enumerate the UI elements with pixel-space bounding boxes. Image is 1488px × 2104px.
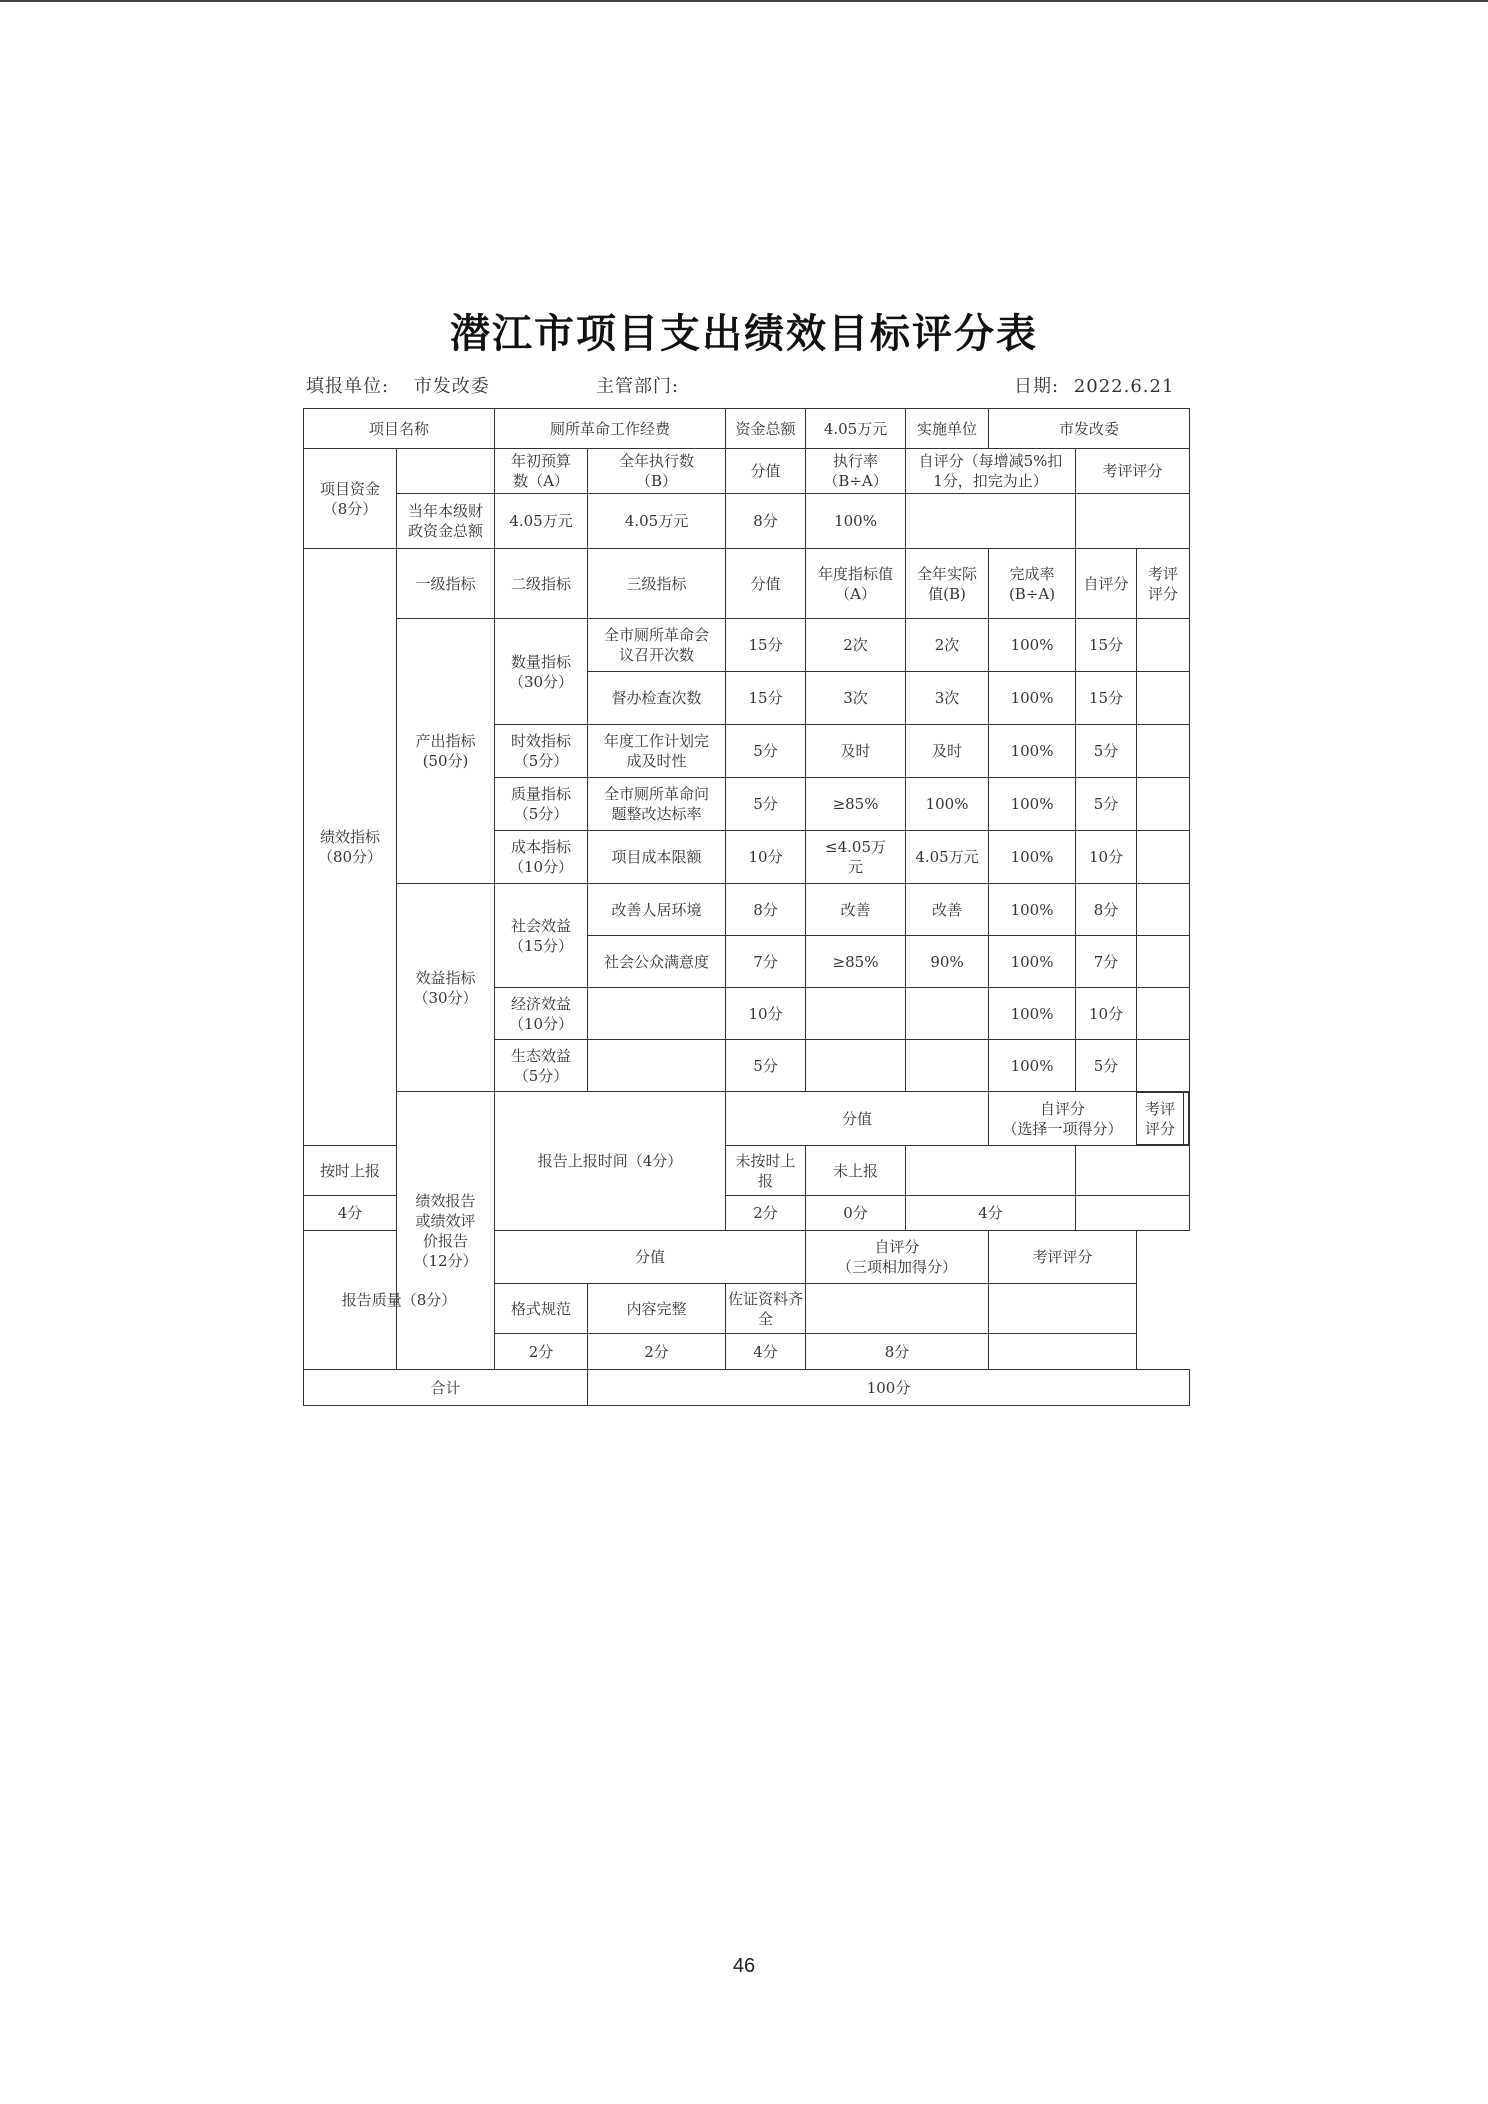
indicator-self: 8分: [1076, 884, 1137, 936]
indicator-self: 15分: [1076, 619, 1137, 672]
indicator-name: [588, 988, 726, 1040]
report-quality-self-score: 8分: [806, 1334, 989, 1370]
indicator-target: 及时: [806, 725, 906, 778]
indicator-self: 10分: [1076, 988, 1137, 1040]
level3-header: 三级指标: [588, 549, 726, 619]
funds-self-score: [906, 494, 1076, 549]
indicator-rate: 100%: [989, 884, 1076, 936]
report-time-review-cell: [1137, 1092, 1190, 1146]
indicator-review: [1137, 1040, 1190, 1092]
total-value: 100分: [588, 1370, 1190, 1406]
indicator-review: [1137, 725, 1190, 778]
cost-indicator: 成本指标 （10分）: [495, 831, 588, 884]
indicator-target: ≥85%: [806, 778, 906, 831]
fund-total-label: 资金总额: [726, 409, 806, 449]
indicator-self: 5分: [1076, 725, 1137, 778]
eco-benefit-indicator: 生态效益 （5分）: [495, 1040, 588, 1092]
total-label: 合计: [304, 1370, 588, 1406]
indicator-rate: 100%: [989, 619, 1076, 672]
indicator-target: 3次: [806, 672, 906, 725]
report-time-score-header: 分值: [726, 1092, 989, 1146]
exec-value: 4.05万元: [588, 494, 726, 549]
impl-unit-value: 市发改委: [989, 409, 1190, 449]
indicator-rate: 100%: [989, 672, 1076, 725]
indicator-actual: 2次: [906, 619, 989, 672]
indicator-target: [806, 988, 906, 1040]
self-score-header: 自评分（每增减5%扣 1分，扣完为止）: [906, 449, 1076, 494]
indicator-review: [1137, 884, 1190, 936]
supervising-dept: [596, 372, 679, 398]
review-blank: [1184, 1093, 1189, 1145]
total-row: [304, 1370, 1190, 1406]
completion-rate-header: 完成率 (B÷A): [989, 549, 1076, 619]
score-table: [303, 408, 1190, 1406]
indicator-actual: 100%: [906, 778, 989, 831]
report-time-header-row: [304, 1092, 1190, 1146]
project-name-label: 项目名称: [304, 409, 495, 449]
report-quality-review-score: [989, 1334, 1137, 1370]
indicator-name: 社会公众满意度: [588, 936, 726, 988]
document-title: 潜江市项目支出绩效目标评分表: [450, 310, 1038, 357]
report-date-label: 日期:: [1014, 376, 1060, 397]
value-ontime: 4分: [304, 1196, 397, 1231]
page-top-border: [0, 0, 1488, 2]
indicator-actual: 改善: [906, 884, 989, 936]
indicator-name: 全市厕所革命问 题整改达标率: [588, 778, 726, 831]
fill-unit-label: 填报单位:: [306, 376, 390, 397]
indicator-target: [806, 1040, 906, 1092]
impl-unit-label: 实施单位: [906, 409, 989, 449]
indicator-target: ≥85%: [806, 936, 906, 988]
indicator-name: 年度工作计划完 成及时性: [588, 725, 726, 778]
perf-self-header: 自评分: [1076, 549, 1137, 619]
indicator-review: [1137, 778, 1190, 831]
indicator-score: 5分: [726, 1040, 806, 1092]
output-indicator: 产出指标 (50分): [397, 619, 495, 884]
indicator-name: 督办检查次数: [588, 672, 726, 725]
fill-unit: [306, 372, 490, 398]
indicator-rate: 100%: [989, 725, 1076, 778]
indicator-rate: 100%: [989, 936, 1076, 988]
report-time-self-header: 自评分 （选择一项得分）: [989, 1092, 1137, 1146]
perf-score-header: 分值: [726, 549, 806, 619]
perf-group-label: 绩效指标 （80分）: [304, 549, 397, 1146]
indicator-self: 10分: [1076, 831, 1137, 884]
indicator-review: [1137, 831, 1190, 884]
indicator-rate: 100%: [989, 831, 1076, 884]
indicator-rate: 100%: [989, 1040, 1076, 1092]
report-quality-self-blank: [806, 1284, 989, 1334]
review-split: [1137, 1092, 1189, 1145]
review-score-header: 考评评分: [1076, 449, 1190, 494]
exec-rate-header: 执行率 （B÷A）: [806, 449, 906, 494]
report-time-review-header: 考评 评分: [1137, 1093, 1184, 1145]
report-date-value: 2022.6.21: [1073, 376, 1175, 397]
option-format: 格式规范: [495, 1284, 588, 1334]
indicator-actual: [906, 1040, 989, 1092]
report-time-review-blank: [1076, 1146, 1190, 1196]
option-evidence: 佐证资料齐 全: [726, 1284, 806, 1334]
value-evidence: 4分: [726, 1334, 806, 1370]
score-header: 分值: [726, 449, 806, 494]
indicator-name: 改善人居环境: [588, 884, 726, 936]
report-time-label: 报告上报时间（4分）: [495, 1092, 726, 1231]
indicator-score: 7分: [726, 936, 806, 988]
indicator-actual: 4.05万元: [906, 831, 989, 884]
budget-value: 4.05万元: [495, 494, 588, 549]
indicator-score: 15分: [726, 672, 806, 725]
option-late: 未按时上 报: [726, 1146, 806, 1196]
page-number: 46: [732, 1955, 756, 1977]
indicator-self: 5分: [1076, 1040, 1137, 1092]
option-ontime: 按时上报: [304, 1146, 397, 1196]
value-content: 2分: [588, 1334, 726, 1370]
indicator-score: 5分: [726, 725, 806, 778]
report-time-self-blank: [906, 1146, 1076, 1196]
quantity-indicator: 数量指标 （30分）: [495, 619, 588, 725]
indicator-name: 全市厕所革命会 议召开次数: [588, 619, 726, 672]
funds-blank-cell: [397, 449, 495, 494]
actual-header: 全年实际 值(B): [906, 549, 989, 619]
value-format: 2分: [495, 1334, 588, 1370]
indicator-target: 2次: [806, 619, 906, 672]
report-quality-review-header: 考评评分: [989, 1231, 1137, 1284]
report-quality-review-blank: [989, 1284, 1137, 1334]
indicator-review: [1137, 619, 1190, 672]
social-benefit-indicator: 社会效益 （15分）: [495, 884, 588, 988]
indicator-self: 5分: [1076, 778, 1137, 831]
exec-rate-value: 100%: [806, 494, 906, 549]
funds-header-row: [304, 449, 1190, 494]
indicator-review: [1137, 672, 1190, 725]
table-row: [304, 619, 1190, 672]
level2-header: 二级指标: [495, 549, 588, 619]
table-row: [304, 884, 1190, 936]
indicator-name: [588, 1040, 726, 1092]
indicator-actual: 90%: [906, 936, 989, 988]
budget-header: 年初预算 数（A）: [495, 449, 588, 494]
option-content: 内容完整: [588, 1284, 726, 1334]
indicator-target: 改善: [806, 884, 906, 936]
indicator-score: 10分: [726, 831, 806, 884]
report-quality-score-header: 分值: [495, 1231, 806, 1284]
indicator-rate: 100%: [989, 988, 1076, 1040]
funds-group-label: 项目资金 （8分）: [304, 449, 397, 549]
value-late: 2分: [726, 1196, 806, 1231]
indicator-actual: 及时: [906, 725, 989, 778]
project-name-value: 厕所革命工作经费: [495, 409, 726, 449]
option-none: 未上报: [806, 1146, 906, 1196]
funds-score-value: 8分: [726, 494, 806, 549]
benefit-indicator: 效益指标 （30分）: [397, 884, 495, 1092]
report-group-label: 绩效报告 或绩效评 价报告 （12分）: [397, 1092, 495, 1370]
economic-benefit-indicator: 经济效益 （10分）: [495, 988, 588, 1040]
project-info-row: [304, 409, 1190, 449]
report-date: [1014, 372, 1174, 398]
target-header: 年度指标值 （A）: [806, 549, 906, 619]
level1-header: 一级指标: [397, 549, 495, 619]
report-time-self-score: 4分: [906, 1196, 1076, 1231]
indicator-self: 7分: [1076, 936, 1137, 988]
report-quality-label: 报告质量（8分）: [304, 1231, 495, 1370]
indicator-review: [1137, 988, 1190, 1040]
exec-header: 全年执行数 （B）: [588, 449, 726, 494]
indicator-score: 8分: [726, 884, 806, 936]
timeliness-indicator: 时效指标 （5分）: [495, 725, 588, 778]
indicator-actual: 3次: [906, 672, 989, 725]
indicator-score: 10分: [726, 988, 806, 1040]
quality-indicator: 质量指标 （5分）: [495, 778, 588, 831]
funds-data-row: [304, 494, 1190, 549]
funds-row-label: 当年本级财 政资金总额: [397, 494, 495, 549]
indicator-score: 5分: [726, 778, 806, 831]
perf-review-header: 考评 评分: [1137, 549, 1190, 619]
indicator-name: 项目成本限额: [588, 831, 726, 884]
indicator-review: [1137, 936, 1190, 988]
indicator-target: ≤4.05万 元: [806, 831, 906, 884]
supervising-dept-label: 主管部门:: [596, 376, 680, 397]
indicator-actual: [906, 988, 989, 1040]
perf-header-row: [304, 549, 1190, 619]
indicator-score: 15分: [726, 619, 806, 672]
indicator-self: 15分: [1076, 672, 1137, 725]
funds-review-score: [1076, 494, 1190, 549]
fund-total-value: 4.05万元: [806, 409, 906, 449]
report-quality-self-header: 自评分 （三项相加得分）: [806, 1231, 989, 1284]
report-time-review-score: [1076, 1196, 1190, 1231]
indicator-rate: 100%: [989, 778, 1076, 831]
value-none: 0分: [806, 1196, 906, 1231]
fill-unit-value: 市发改委: [413, 376, 490, 397]
